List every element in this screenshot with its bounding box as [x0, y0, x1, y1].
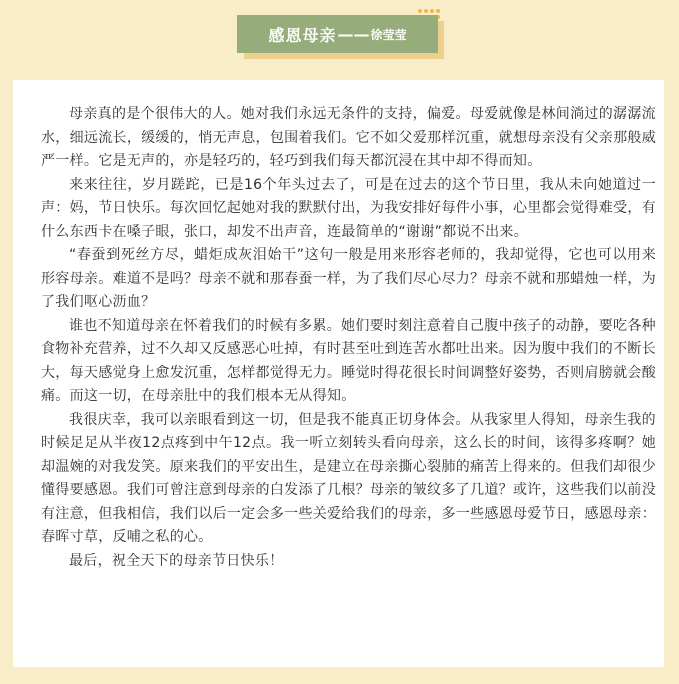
title-main-text: 感恩母亲: [268, 25, 337, 45]
article-paragraph: 母亲真的是个很伟大的人。她对我们永远无条件的支持，偏爱。母爱就像是林间淌过的潺潺流水，细远流长，缓缓的，悄无声息，包围着我们。它不如父爱那样沉重，就想母亲没有父亲那般威严一样。它是无声的，亦是轻巧的，轻巧到我们每天都沉浸在其中却不得而知。: [41, 106, 656, 169]
page-title: [237, 15, 438, 53]
article-paragraph: “春蚕到死丝方尽，蜡炬成灰泪始干”这句一般是用来形容老师的，我却觉得，它也可以用来形容母亲。难道不是吗？母亲不就和那春蚕一样，为了我们尽心尽力？母亲不就和那蜡烛一样，为了我们呕心沥血？: [41, 247, 656, 310]
article-paragraph: 最后，祝全天下的母亲节日快乐！: [69, 552, 284, 569]
title-banner: [0, 0, 679, 70]
author-name: 徐莹莹: [370, 27, 407, 42]
article-paragraph: 谁也不知道母亲在怀着我们的时候有多累。她们要时刻注意着自己腹中孩子的动静，要吃各种食物补充营养，过不久却又反感恶心吐掉，有时甚至吐到连苦水都吐出来。因为腹中我们的不断长大，每天感觉身上愈发沉重，怎样都觉得无力。睡觉时得花很长时间调整好姿势，否则肩膀就会酸痛。而这一切，在母亲肚中的我们根本无从得知。: [41, 317, 656, 404]
article-body: [41, 103, 656, 573]
article-paragraph: 我很庆幸，我可以亲眼看到这一切，但是我不能真正切身体会。从我家里人得知，母亲生我的时候足足从半夜12点疼到中午12点。我一听立刻转头看向母亲，这么长的时间，该得多疼啊？她却温婉的对我发笑。原来我们的平安出生，是建立在母亲撕心裂肺的痛苦上得来的。但我们却很少懂得要感恩。我们可曾注意到母亲的白发添了几根？母亲的皱纹多了几道？或许，这些我们以前没有注意，但我相信，我们以后一定会多一些关爱给我们的母亲，多一些感恩母爱节日，感恩母亲：春晖寸草，反哺之私的心。: [41, 411, 656, 545]
article-paragraph: 来来往往，岁月蹉跎，已是16个年头过去了，可是在过去的这个节日里，我从未向她道过一声：妈，节日快乐。每次回忆起她对我的默默付出，为我安排好每件小事，心里都会觉得难受，有什么东西卡在嗓子眼，张口，却发不出声音，连最简单的“谢谢”都说不出来。: [41, 176, 656, 240]
title-dash: ——: [337, 24, 370, 44]
